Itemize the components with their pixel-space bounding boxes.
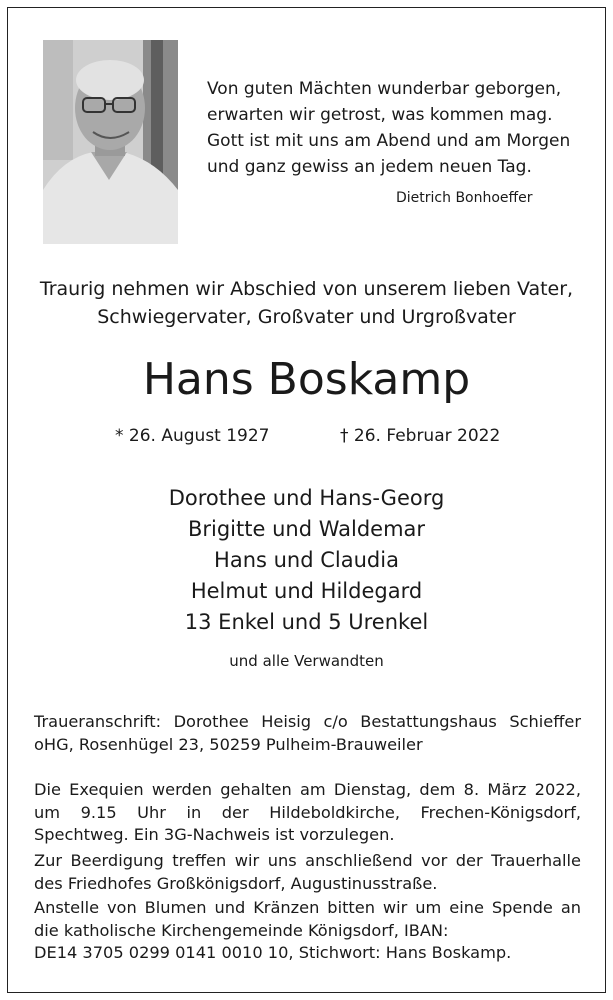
birth-date: * 26. August 1927 [115,426,270,446]
donation-line: Anstelle von Blumen und Kränzen bitten wir um eine Spende an [34,898,581,917]
address-line: oHG, Rosenhügel 23, 50259 Pulheim-Brauweiler [34,734,423,754]
poem-author: Dietrich Bonhoeffer [396,190,533,206]
death-date: † 26. Februar 2022 [340,426,501,446]
family-member: Dorothee und Hans-Georg [168,486,445,510]
donation-line: die katholische Kirchengemeinde Königsdorf, IBAN: [34,920,449,940]
intro-line: Traurig nehmen wir Abschied von unserem lieben Vater, [39,278,574,300]
address-line: Traueranschrift: Dorothee Heisig c/o Bestattungshaus Schieffer [34,712,581,731]
intro-text [0,275,613,331]
mourning-address [34,711,581,756]
relatives-note: und alle Verwandten [229,652,384,670]
deceased-name: Hans Boskamp [142,354,471,405]
poem-quote [207,76,587,180]
family-member: Helmut und Hildegard [190,579,423,603]
family-member: Hans und Claudia [214,548,399,572]
exequien-info [34,779,581,847]
exequien-line: Spechtweg. Ein 3G-Nachweis ist vorzulegen. [34,825,395,844]
poem-line: und ganz gewiss an jedem neuen Tag. [207,157,532,177]
intro-line: Schwiegervater, Großvater und Urgroßvater [97,306,516,328]
poem-line: erwarten wir getrost, was kommen mag. [207,105,553,125]
family-member: Brigitte und Waldemar [187,517,426,541]
donation-line: DE14 3705 0299 0141 0010 10, Stichwort: Hans Boskamp. [34,943,512,962]
burial-line: des Friedhofes Großkönigsdorf, Augustinusstraße. [34,873,438,893]
burial-info [34,850,581,895]
poem-line: Gott ist mit uns am Abend und am Morgen [207,131,571,151]
burial-line: Zur Beerdigung treffen wir uns anschließend vor der Trauerhalle [34,851,581,870]
exequien-line: um 9.15 Uhr in der Hildeboldkirche, Frechen-Königsdorf, [34,802,581,822]
exequien-line: Die Exequien werden gehalten am Dienstag, dem 8. März 2022, [34,780,581,799]
donation-info [34,897,581,965]
family-member: 13 Enkel und 5 Urenkel [184,610,429,634]
poem-line: Von guten Mächten wunderbar geborgen, [207,79,562,99]
family-list [0,483,613,638]
portrait-photo [43,40,178,244]
